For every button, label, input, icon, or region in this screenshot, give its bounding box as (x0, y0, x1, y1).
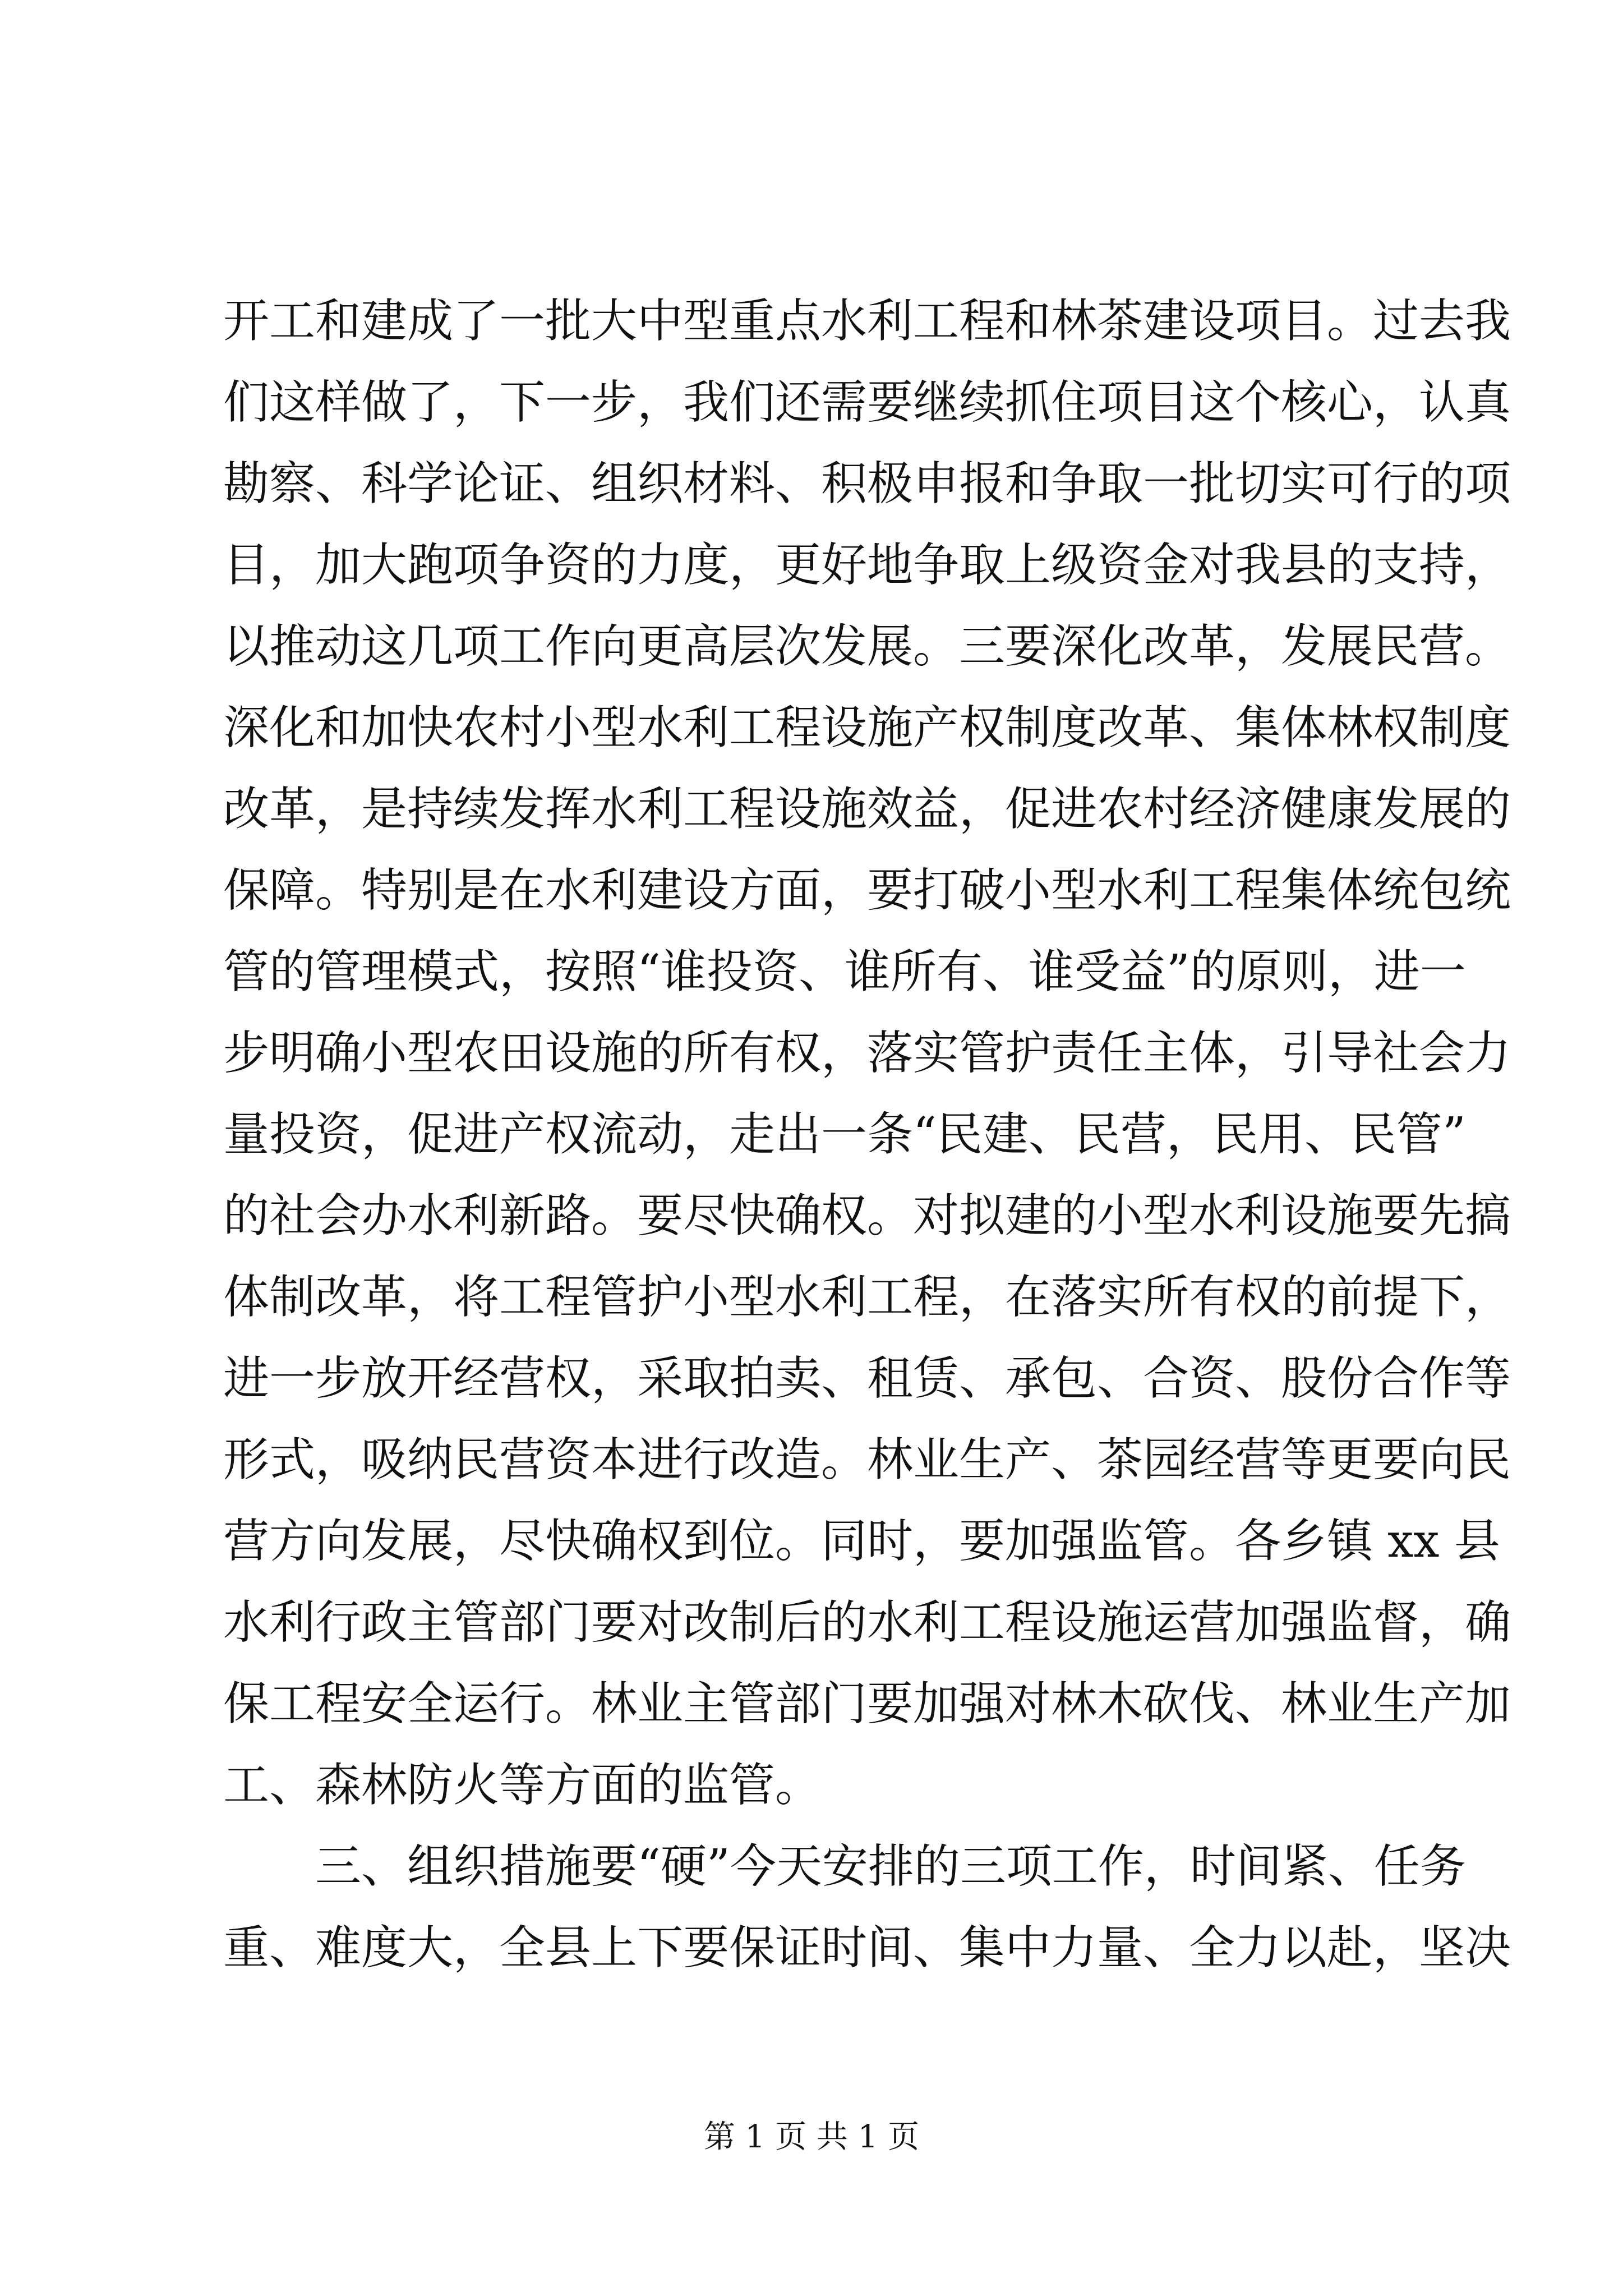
text-line: 保障。特别是在水利建设方面，要打破小型水利工程集体统包统 (223, 864, 1511, 917)
text-line: 开工和建成了一批大中型重点水利工程和林茶建设项目。过去我 (223, 295, 1511, 348)
text-line: 工、森林防火等方面的监管。 (223, 1759, 822, 1812)
text-line: 以推动这几项工作向更高层次发展。三要深化改革，发展民营。 (223, 620, 1511, 673)
text-line: 们这样做了，下一步，我们还需要继续抓住项目这个核心，认真 (223, 376, 1511, 429)
text-line: 营方向发展，尽快确权到位。同时，要加强监管。各乡镇 xx 县 (223, 1515, 1500, 1568)
text-line: 体制改革，将工程管护小型水利工程，在落实所有权的前提下， (223, 1271, 1511, 1324)
text-line: 勘察、科学论证、组织材料、积极申报和争取一批切实可行的项 (223, 457, 1511, 510)
text-line: 目，加大跑项争资的力度，更好地争取上级资金对我县的支持， (223, 539, 1511, 592)
text-line: 深化和加快农村小型水利工程设施产权制度改革、集体林权制度 (223, 701, 1511, 754)
text-line: 水利行政主管部门要对改制后的水利工程设施运营加强监督，确 (223, 1596, 1511, 1649)
text-line: 形式，吸纳民营资本进行改造。林业生产、茶园经营等更要向民 (223, 1433, 1511, 1487)
text-line: 重、难度大，全县上下要保证时间、集中力量、全力以赴，坚决 (223, 1921, 1511, 1975)
text-line: 改革，是持续发挥水利工程设施效益，促进农村经济健康发展的 (223, 783, 1511, 836)
text-line: 进一步放开经营权，采取拍卖、租赁、承包、合资、股份合作等 (223, 1352, 1511, 1405)
text-line: 步明确小型农田设施的所有权，落实管护责任主体，引导社会力 (223, 1027, 1511, 1080)
text-line: 管的管理模式，按照“谁投资、谁所有、谁受益”的原则，进一 (223, 945, 1466, 999)
page-footer (0, 2112, 1623, 2157)
text-line: 量投资，促进产权流动，走出一条“民建、民营，民用、民管” (223, 1108, 1466, 1161)
text-line: 三、组织措施要“硬”今天安排的三项工作，时间紧、任务 (315, 1840, 1466, 1893)
text-line: 的社会办水利新路。要尽快确权。对拟建的小型水利设施要先搞 (223, 1189, 1511, 1243)
page-number-label: 第 1 页 共 1 页 (703, 2119, 920, 2155)
document-body (223, 280, 1511, 1989)
text-line: 保工程安全运行。林业主管部门要加强对林木砍伐、林业生产加 (223, 1677, 1511, 1731)
